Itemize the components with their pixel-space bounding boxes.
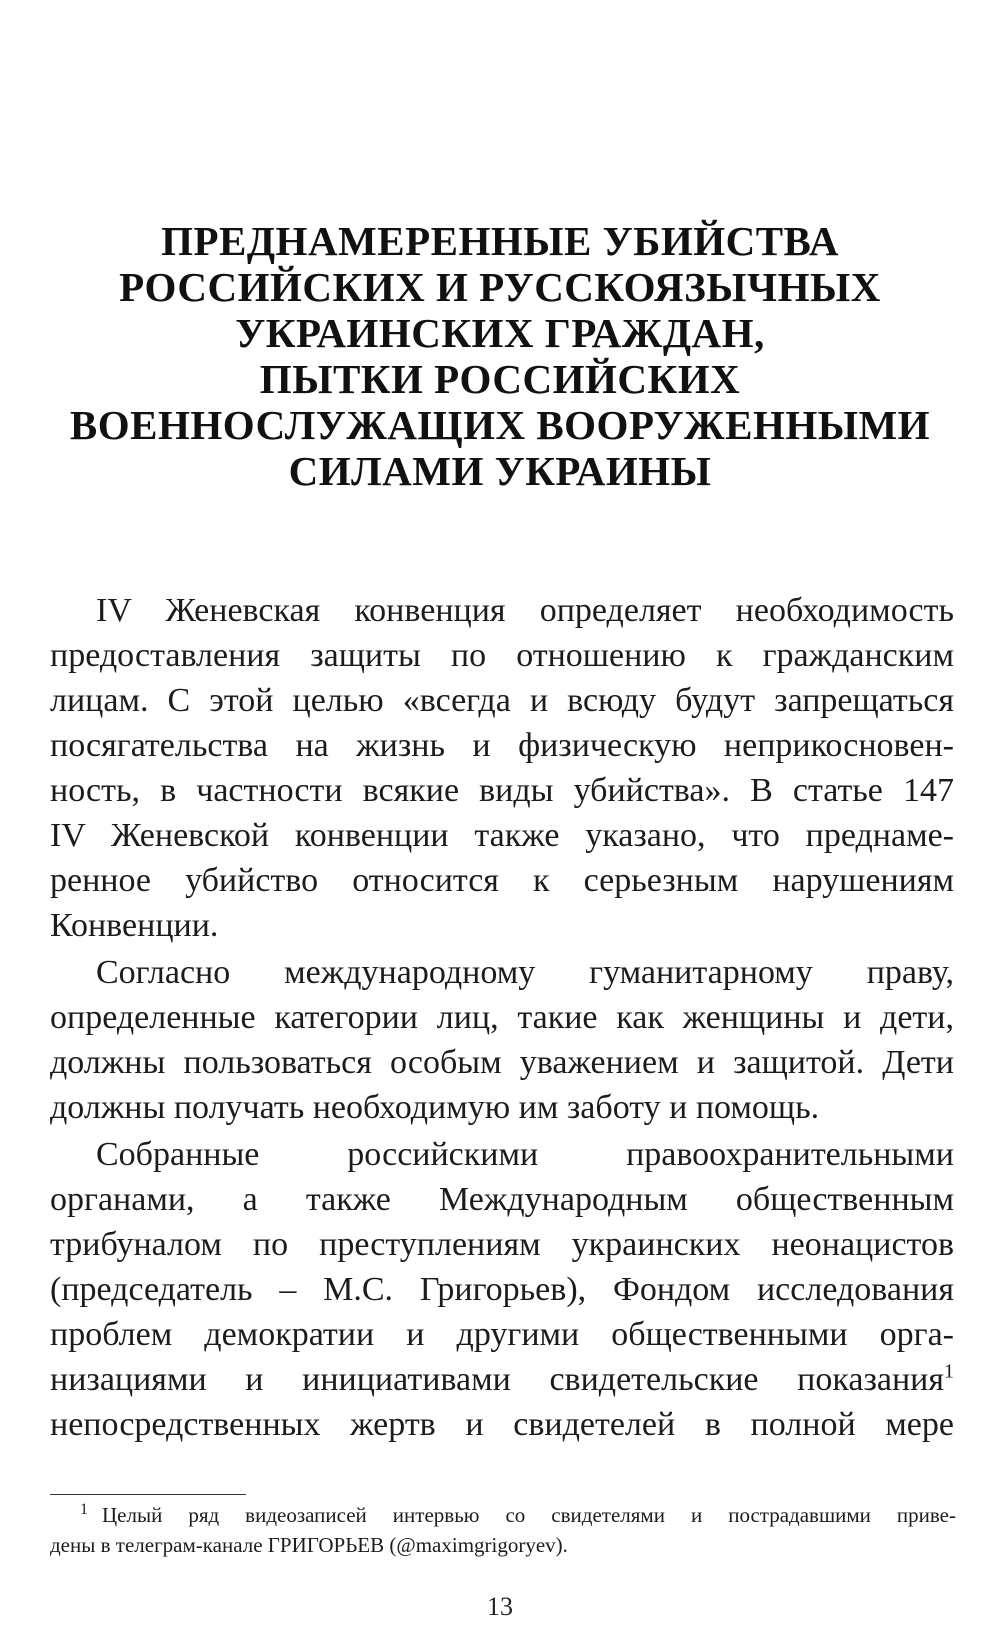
text-line: лицам. С этой целью «всегда и всюду будут запрещаться: [50, 682, 954, 719]
text-line: органами, а также Международным общественным: [50, 1181, 954, 1218]
footnote-marker: 1: [80, 1501, 88, 1518]
paragraph-2: [50, 950, 954, 1130]
text-line: низациями и инициативами свидетельские показания: [50, 1361, 944, 1398]
page-number: 13: [487, 1592, 513, 1621]
text-line: должны пользоваться особым уважением и защитой. Дети: [50, 1044, 954, 1081]
footnote-text: дены в телеграм-канале ГРИГОРЬЕВ (@maximgrigoryev).: [50, 1533, 568, 1557]
text-line: проблем демократии и другими общественными орга-: [50, 1316, 954, 1353]
text-line: (председатель – М.С. Григорьев), Фондом исследования: [50, 1271, 954, 1308]
text-line: Конвенции.: [50, 907, 219, 944]
text-line: непосредственных жертв и свидетелей в полной мере: [50, 1406, 954, 1443]
text-line: должны получать необходимую им заботу и помощь.: [50, 1089, 820, 1126]
text-line: Собранные российскими правоохранительными: [96, 1136, 954, 1173]
title-line: ПРЕДНАМЕРЕННЫЕ УБИЙСТВА: [161, 218, 839, 264]
text-line: определенные категории лиц, такие как женщины и дети,: [50, 999, 954, 1036]
title-line: СИЛАМИ УКРАИНЫ: [288, 448, 712, 494]
footnote-reference: 1: [944, 1360, 954, 1383]
text-line: ность, в частности всякие виды убийства». В статье 147: [50, 772, 954, 809]
text-line: Согласно международному гуманитарному праву,: [96, 954, 954, 991]
title-line: РОССИЙСКИХ И РУССКОЯЗЫЧНЫХ: [119, 264, 881, 310]
text-line-with-footnote-ref: [50, 1357, 954, 1402]
paragraph-1: [50, 588, 954, 948]
paragraph-3: [50, 1132, 954, 1447]
footnote-divider: [50, 1494, 246, 1495]
chapter-title: [40, 218, 960, 494]
footnote-line-1: [50, 1500, 956, 1530]
text-line: трибуналом по преступлениям украинских неонацистов: [50, 1226, 954, 1263]
title-line: ПЫТКИ РОССИЙСКИХ: [259, 356, 741, 402]
footnote-text: Целый ряд видеозаписей интервью со свидетелями и пострадавшими приве-: [102, 1503, 956, 1527]
text-line: предоставления защиты по отношению к гражданским: [50, 637, 954, 674]
title-line: УКРАИНСКИХ ГРАЖДАН,: [235, 310, 765, 356]
text-line: IV Женевской конвенции также указано, что преднаме-: [50, 817, 954, 854]
text-line: ренное убийство относится к серьезным нарушениям: [50, 862, 954, 899]
text-line: IV Женевская конвенция определяет необходимость: [96, 592, 954, 629]
text-line: посягательства на жизнь и физическую неприкосновен-: [50, 727, 954, 764]
title-line: ВОЕННОСЛУЖАЩИХ ВООРУЖЕННЫМИ: [69, 402, 931, 448]
body-text: [50, 588, 954, 1449]
footnote: [50, 1500, 956, 1560]
